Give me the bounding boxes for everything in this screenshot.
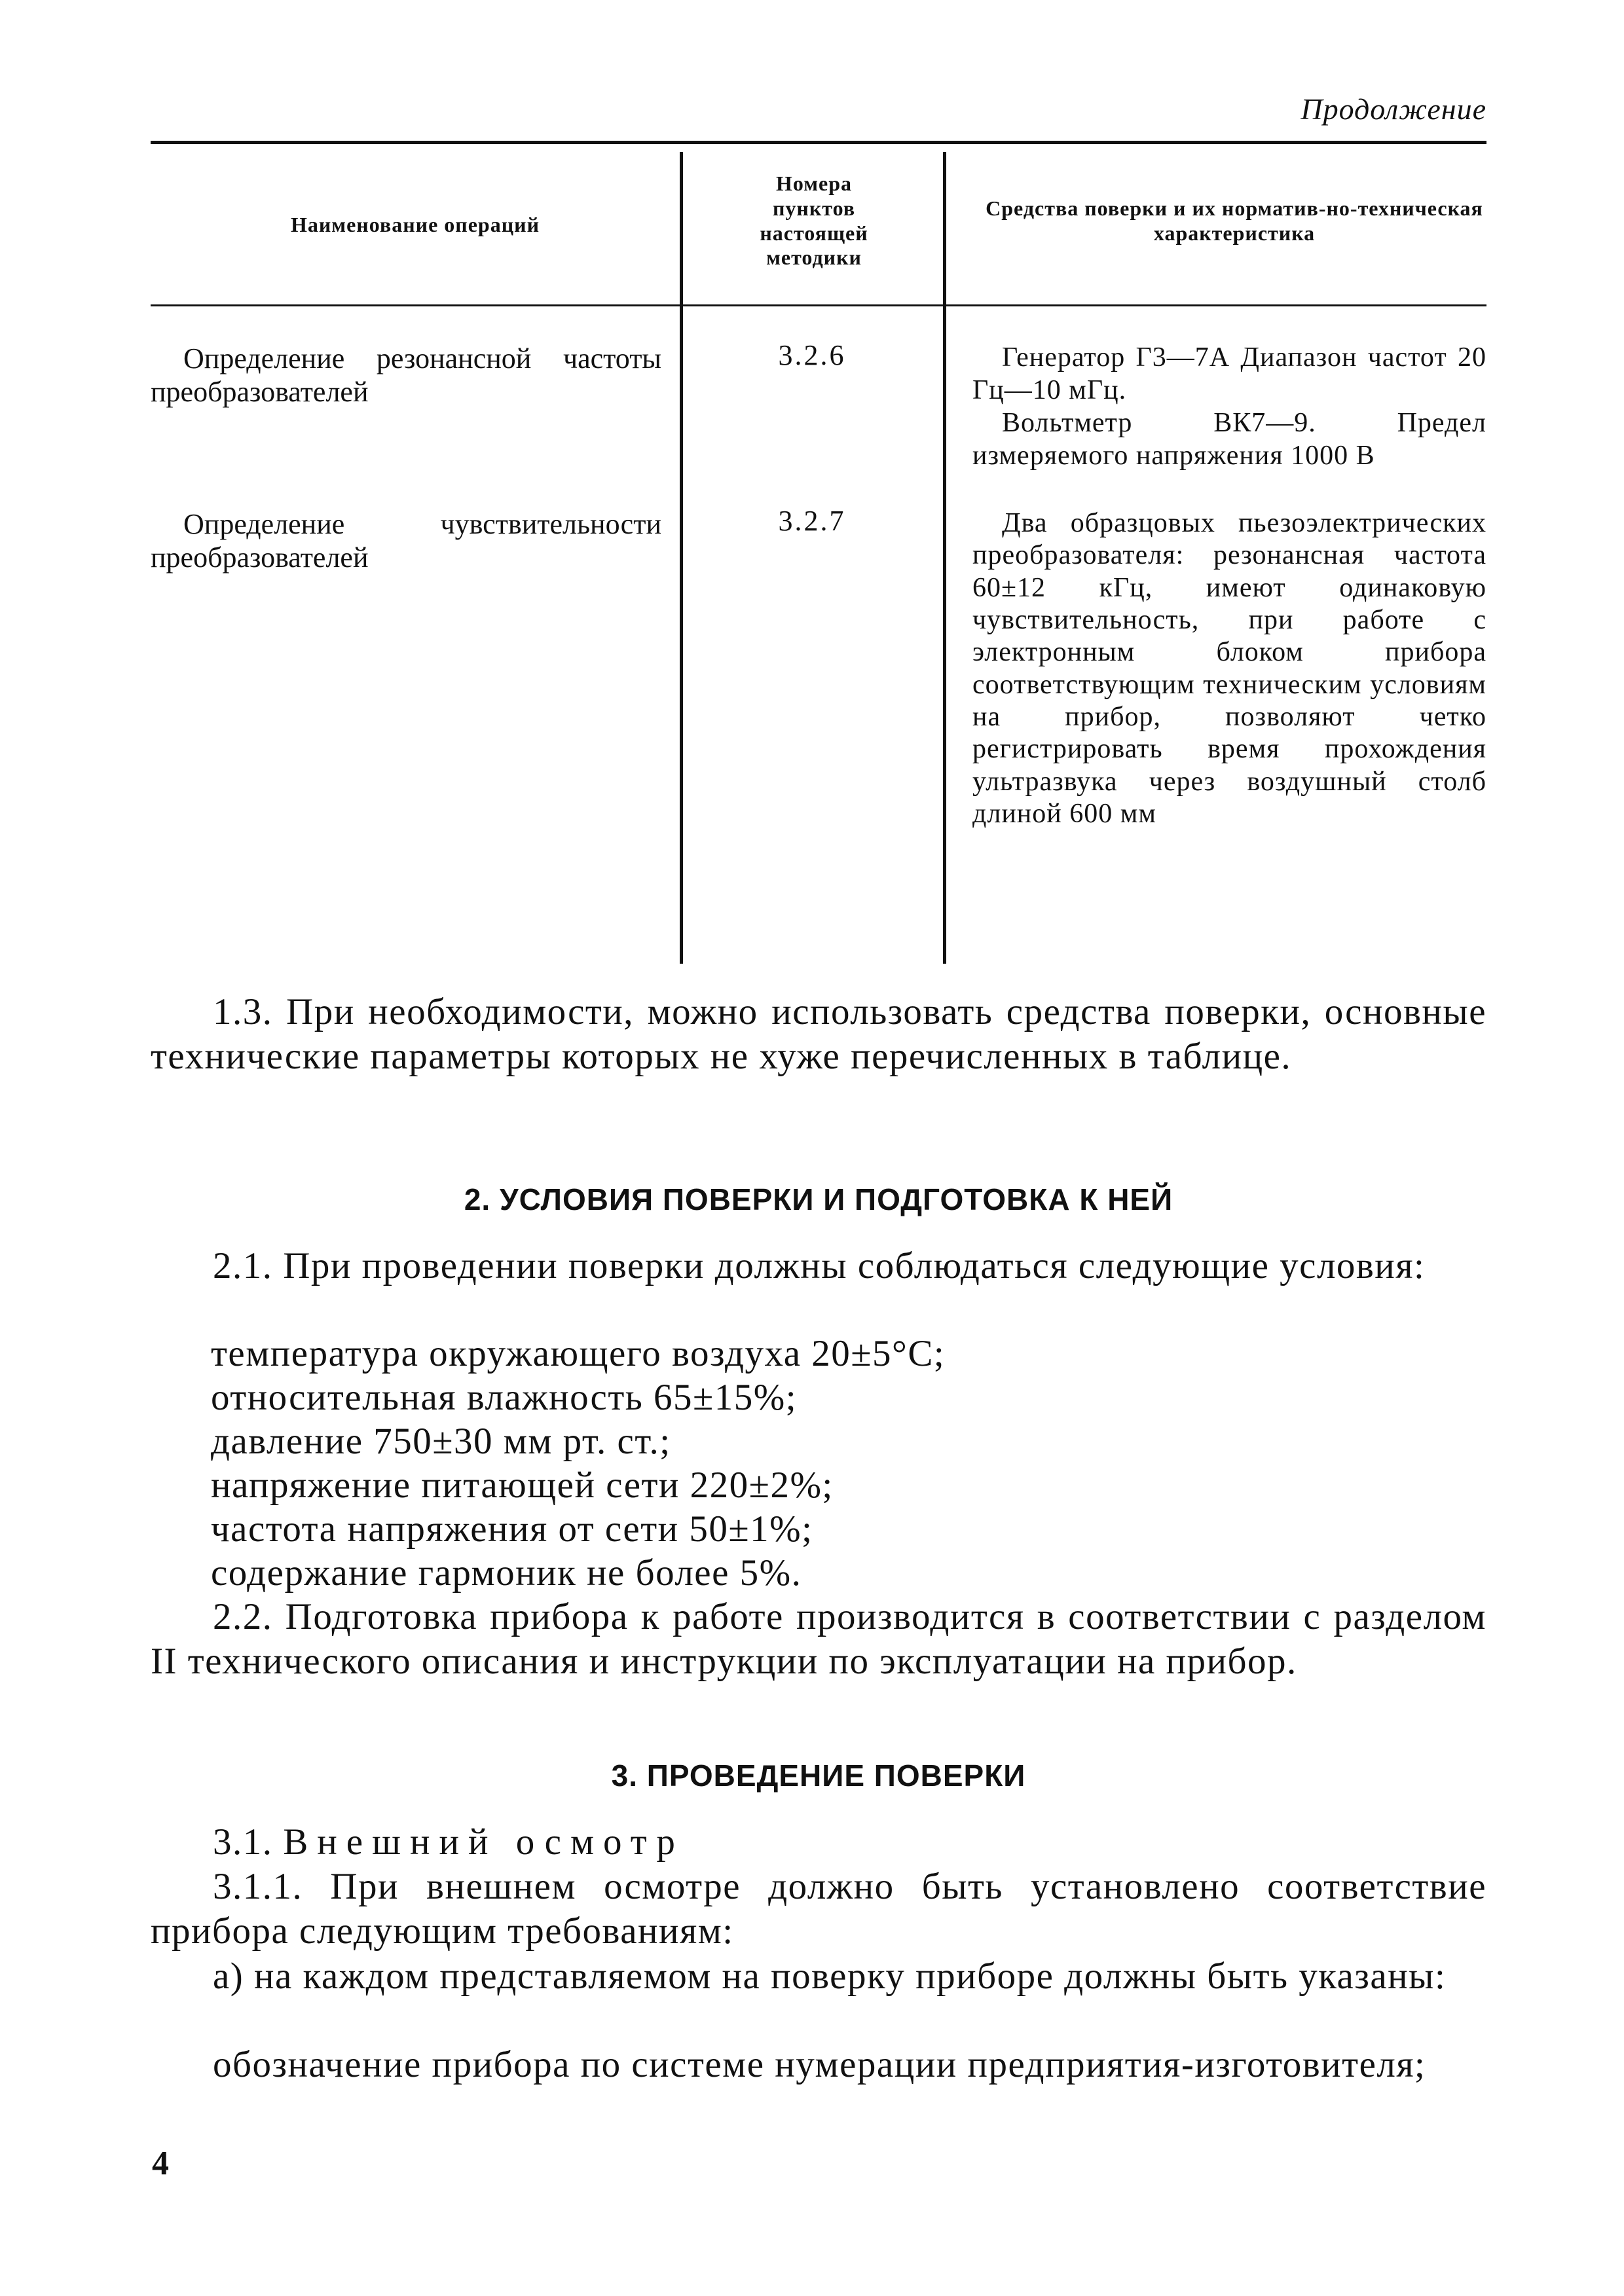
header-clause-numbers: Номера пунктов настоящей методики [760, 172, 868, 270]
paragraph-designation: обозначение прибора по системе нумерации предприятия-изготовителя; [213, 2044, 1426, 2085]
paragraph-3-1-1: 3.1.1. При внешнем осмотре должно быть установлено соответствие прибора следующим требованиям: [151, 1866, 1486, 1952]
section-3-heading: 3. ПРОВЕДЕНИЕ ПОВЕРКИ [611, 1758, 1026, 1793]
page-number: 4 [152, 2145, 169, 2182]
condition-temperature: температура окружающего воздуха 20±5°С; [211, 1333, 946, 1374]
section-2-heading: 2. УСЛОВИЯ ПОВЕРКИ И ПОДГОТОВКА К НЕЙ [464, 1182, 1173, 1216]
condition-frequency: частота напряжения от сети 50±1%; [211, 1508, 813, 1550]
subsection-3-1-name: Внешний осмотр [283, 1821, 684, 1863]
header-verification-means: Средства поверки и их норматив-но-техническая характеристика [986, 196, 1483, 245]
continuation-label: Продолжение [1301, 92, 1486, 126]
subsection-3-1-number: 3.1. [213, 1821, 273, 1863]
paragraph-a: а) на каждом представляемом на поверку приборе должны быть указаны: [213, 1956, 1447, 1997]
table-column-divider-2 [943, 152, 946, 964]
row2-equipment-transducers: Два образцовых пьезоэлектрических преобразователя: резонансная частота 60±12 кГц, имеют одинаковую чувствительность, при работе с электронным блоком прибора соответствующим техническим условиям на прибор, позволяют четко регистрировать время прохождения ультразвука через воздушный столб длиной 600 мм [972, 508, 1486, 829]
condition-humidity: относительная влажность 65±15%; [211, 1377, 798, 1418]
paragraph-1-3: 1.3. При необходимости, можно использовать средства поверки, основные технические параметры которых не хуже перечисленных в таблице. [151, 991, 1486, 1077]
paragraph-2-1: 2.1. При проведении поверки должны соблюдаться следующие условия: [213, 1245, 1426, 1286]
table-top-rule [151, 141, 1486, 144]
row2-clause: 3.2.7 [778, 505, 846, 537]
row1-clause: 3.2.6 [778, 339, 846, 371]
row2-operation: Определение чувствительности преобразователей [151, 508, 661, 574]
row1-equipment-voltmeter: Вольтметр ВК7—9. Предел измеряемого напряжения 1000 В [972, 408, 1486, 471]
subsection-3-1-title [151, 1820, 1486, 1865]
row1-equipment-generator: Генератор Г3—7А Диапазон частот 20 Гц—10 мГц. [972, 342, 1486, 405]
condition-voltage: напряжение питающей сети 220±2%; [211, 1465, 834, 1506]
row1-operation: Определение резонансной частоты преобразователей [151, 342, 661, 409]
table-header-rule [151, 304, 1486, 306]
condition-pressure: давление 750±30 мм рт. ст.; [211, 1421, 671, 1462]
condition-harmonics: содержание гармоник не более 5%. [211, 1552, 802, 1594]
header-operation: Наименование операций [290, 213, 540, 236]
table-column-divider-1 [680, 152, 683, 964]
paragraph-2-2: 2.2. Подготовка прибора к работе производится в соответствии с разделом II технического описания и инструкции по эксплуатации на прибор. [151, 1596, 1486, 1682]
